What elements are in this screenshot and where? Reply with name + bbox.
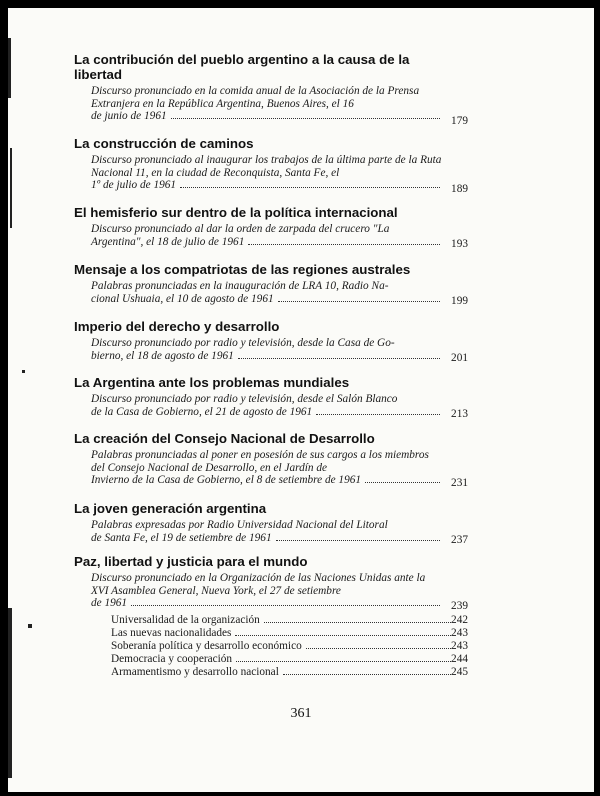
entry-description-lead: Discurso pronunciado al dar la orden de zarpada del crucero "La — [91, 223, 390, 235]
entry-description — [91, 154, 444, 192]
entry-title: Imperio del derecho y desarrollo — [74, 319, 280, 334]
scan-speck — [22, 370, 25, 373]
subentry — [111, 640, 451, 653]
entry-description-tail: de la Casa de Gobierno, el 21 de agosto de 1961 — [91, 405, 313, 418]
entry-description-lead: Palabras pronunciadas al poner en posesión de sus cargos a los miembros del Consejo Nacional de Desarrollo, en el Jardín de — [91, 449, 429, 474]
entry-description — [91, 280, 444, 305]
entry-description-tail: de junio de 1961 — [91, 110, 167, 123]
entry-description-tail: 1º de julio de 1961 — [91, 179, 177, 192]
entry-description-lead: Discurso pronunciado por radio y televisión, desde la Casa de Go- — [91, 337, 395, 349]
entry-description-lead: Discurso pronunciado en la Organización de las Naciones Unidas ante la XVI Asamblea General, Nueva York, el 27 de setiembre — [91, 572, 426, 597]
entry-page-number: 193 — [451, 238, 468, 250]
entry-title: Mensaje a los compatriotas de las regiones australes — [74, 262, 411, 277]
entry-description-lead: Palabras pronunciadas en la inauguración de LRA 10, Radio Na- — [91, 280, 389, 292]
dot-leader — [180, 187, 440, 188]
entry-description-lead: Discurso pronunciado al inaugurar los trabajos de la última parte de la Ruta Nacional 11, en la ciudad de Reconquista, Santa Fe, el — [91, 154, 442, 179]
toc-entry — [74, 262, 456, 305]
scan-speck — [8, 38, 11, 98]
toc-entry — [74, 205, 456, 248]
entry-description-tail: cional Ushuaia, el 10 de agosto de 1961 — [91, 292, 274, 305]
subentry — [111, 666, 451, 679]
toc-entry — [74, 52, 456, 123]
subentry-label: Democracia y cooperación — [111, 653, 233, 665]
entry-title: La construcción de caminos — [74, 136, 254, 151]
entry-description-lead: Discurso pronunciado en la comida anual de la Asociación de la Prensa Extranjera en la República Argentina, Buenos Aires, el 16 — [91, 85, 420, 110]
page-folio: 361 — [290, 706, 312, 721]
subentry-label: Universalidad de la organización — [111, 614, 260, 626]
subentry-list — [111, 614, 451, 679]
dot-leader — [238, 358, 440, 359]
scan-speck — [8, 608, 12, 778]
entry-page-number: 199 — [451, 295, 468, 307]
entry-description-tail: de Santa Fe, el 19 de setiembre de 1961 — [91, 531, 272, 544]
subentry-page-number: 243 — [451, 627, 468, 639]
subentry-page-number: 244 — [451, 653, 468, 665]
entry-description-lead: Palabras expresadas por Radio Universidad Nacional del Litoral — [91, 519, 388, 531]
subentry-label: Soberanía política y desarrollo económico — [111, 640, 302, 652]
dot-leader — [283, 674, 451, 675]
toc-entry — [74, 554, 456, 610]
book-page — [8, 8, 594, 792]
toc-entry — [74, 431, 456, 487]
entry-page-number: 179 — [451, 115, 468, 127]
entry-description-tail: Argentina", el 18 de julio de 1961 — [91, 235, 245, 248]
entry-page-number: 189 — [451, 183, 468, 195]
scan-speck — [10, 148, 12, 228]
dot-leader — [278, 301, 440, 302]
toc-entry — [74, 375, 456, 418]
dot-leader — [236, 661, 451, 662]
entry-description-lead: Discurso pronunciado por radio y televisión, desde el Salón Blanco — [91, 393, 398, 405]
toc-entry — [74, 319, 456, 362]
entry-title: La contribución del pueblo argentino a la causa de la libertad — [74, 52, 410, 82]
dot-leader — [316, 414, 440, 415]
entry-description — [91, 519, 444, 544]
dot-leader — [276, 540, 440, 541]
entry-title: La Argentina ante los problemas mundiales — [74, 375, 350, 390]
entry-description — [91, 393, 444, 418]
entry-description — [91, 337, 444, 362]
entry-description — [91, 449, 444, 487]
subentry-page-number: 245 — [451, 666, 468, 678]
entry-page-number: 239 — [451, 600, 468, 612]
subentry-label: Armamentismo y desarrollo nacional — [111, 666, 279, 678]
toc-entry — [74, 136, 456, 192]
subentry — [111, 614, 451, 627]
toc-entry — [74, 501, 456, 544]
entry-title: La creación del Consejo Nacional de Desarrollo — [74, 431, 375, 446]
dot-leader — [264, 622, 451, 623]
entry-title: La joven generación argentina — [74, 501, 267, 516]
dot-leader — [131, 605, 440, 606]
subentry — [111, 653, 451, 666]
entry-description-tail: de 1961 — [91, 597, 128, 610]
subentry-page-number: 242 — [451, 614, 468, 626]
entry-page-number: 237 — [451, 534, 468, 546]
subentry-page-number: 243 — [451, 640, 468, 652]
entry-page-number: 201 — [451, 352, 468, 364]
entry-description-tail: bierno, el 18 de agosto de 1961 — [91, 349, 234, 362]
entry-description-tail: Invierno de la Casa de Gobierno, el 8 de setiembre de 1961 — [91, 474, 362, 487]
entry-description — [91, 85, 444, 123]
dot-leader — [248, 244, 440, 245]
entry-description — [91, 572, 444, 610]
entry-title: El hemisferio sur dentro de la política internacional — [74, 205, 398, 220]
entry-page-number: 231 — [451, 477, 468, 489]
entry-description — [91, 223, 444, 248]
subentry — [111, 627, 451, 640]
scan-speck — [28, 624, 32, 628]
entry-title: Paz, libertad y justicia para el mundo — [74, 554, 308, 569]
dot-leader — [235, 635, 451, 636]
subentry-label: Las nuevas nacionalidades — [111, 627, 232, 639]
entry-page-number: 213 — [451, 408, 468, 420]
dot-leader — [171, 118, 440, 119]
